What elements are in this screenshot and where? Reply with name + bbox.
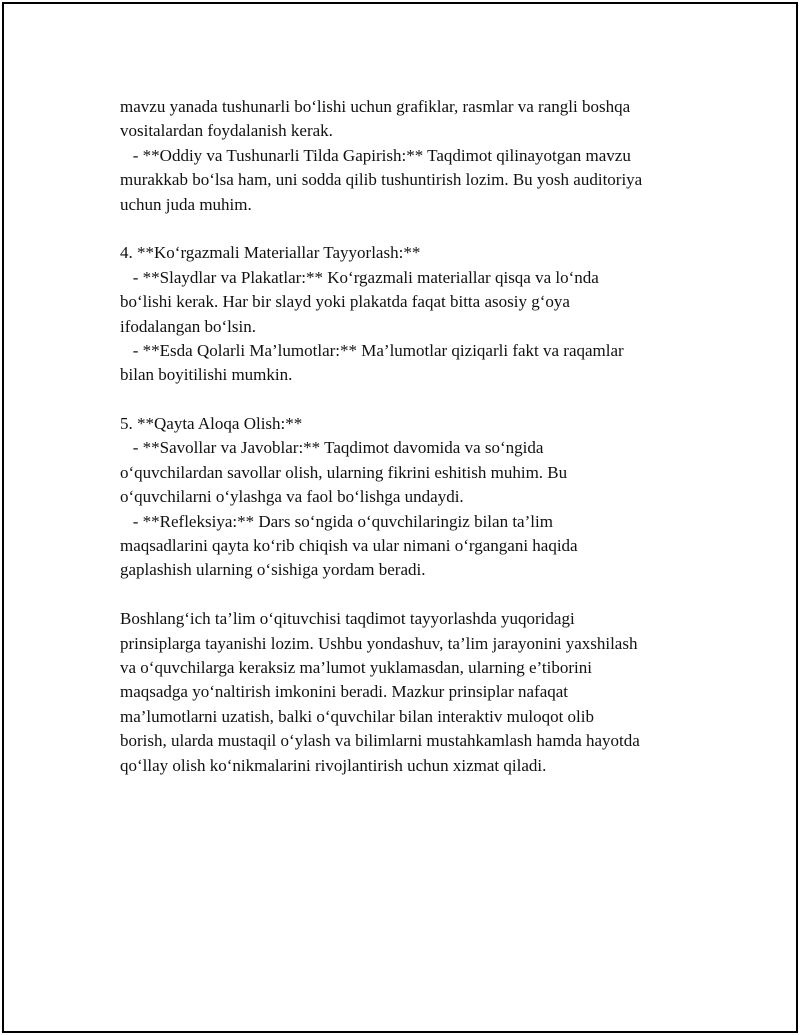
section-4 (120, 241, 700, 387)
paragraph-spacer (120, 388, 700, 412)
text-line: - **Oddiy va Tushunarli Tilda Gapirish:** Taqdimot qilinayotgan mavzu (120, 145, 631, 165)
paragraph-spacer (120, 583, 700, 607)
text-line: maqsadlarini qayta ko‘rib chiqish va ular nimani o‘rgangani haqida (120, 536, 578, 556)
text-line: ma’lumotlarni uzatish, balki o‘quvchilar bilan interaktiv muloqot olib (120, 706, 595, 726)
section-heading: 5. **Qayta Aloqa Olish:** (120, 414, 303, 434)
text-line: ifodalangan bo‘lsin. (120, 316, 256, 336)
text-line: maqsadga yo‘naltirish imkonini beradi. Mazkur prinsiplar nafaqat (120, 682, 569, 702)
text-line: bilan boyitilishi mumkin. (120, 365, 293, 385)
text-line: - **Savollar va Javoblar:** Taqdimot davomida va so‘ngida (120, 438, 544, 458)
text-line: gaplashish ularning o‘sishiga yordam beradi. (120, 560, 426, 580)
text-line: uchun juda muhim. (120, 194, 252, 214)
text-line: bo‘lishi kerak. Har bir slayd yoki plakatda faqat bitta asosiy g‘oya (120, 292, 570, 312)
paragraph-spacer (120, 217, 700, 241)
section-5 (120, 412, 700, 583)
text-line: - **Esda Qolarli Ma’lumotlar:** Ma’lumotlar qiziqarli fakt va raqamlar (120, 340, 624, 360)
document-text (120, 95, 700, 778)
text-line: vositalardan foydalanish kerak. (120, 121, 333, 141)
text-line: prinsiplarga tayanishi lozim. Ushbu yondashuv, ta’lim jarayonini yaxshilash (120, 633, 638, 653)
section-heading: 4. **Ko‘rgazmali Materiallar Tayyorlash:** (120, 243, 421, 263)
paragraph-conclusion (120, 607, 700, 778)
text-line: - **Slaydlar va Plakatlar:** Ko‘rgazmali materiallar qisqa va lo‘nda (120, 267, 599, 287)
paragraph-intro (120, 95, 700, 217)
text-line: murakkab bo‘lsa ham, uni sodda qilib tushuntirish lozim. Bu yosh auditoriya (120, 170, 643, 190)
text-line: Boshlang‘ich ta’lim o‘qituvchisi taqdimot tayyorlashda yuqoridagi (120, 609, 575, 629)
text-line: - **Refleksiya:** Dars so‘ngida o‘quvchilaringiz bilan ta’lim (120, 511, 553, 531)
text-line: borish, ularda mustaqil o‘ylash va bilimlarni mustahkamlash hamda hayotda (120, 731, 640, 751)
text-line: mavzu yanada tushunarli bo‘lishi uchun grafiklar, rasmlar va rangli boshqa (120, 97, 631, 116)
text-line: o‘quvchilardan savollar olish, ularning fikrini eshitish muhim. Bu (120, 462, 568, 482)
text-line: o‘quvchilarni o‘ylashga va faol bo‘lishga undaydi. (120, 487, 464, 507)
text-line: va o‘quvchilarga keraksiz ma’lumot yuklamasdan, ularning e’tiborini (120, 657, 592, 677)
page-frame (2, 2, 798, 1033)
text-line: qo‘llay olish ko‘nikmalarini rivojlantirish uchun xizmat qiladi. (120, 755, 547, 775)
